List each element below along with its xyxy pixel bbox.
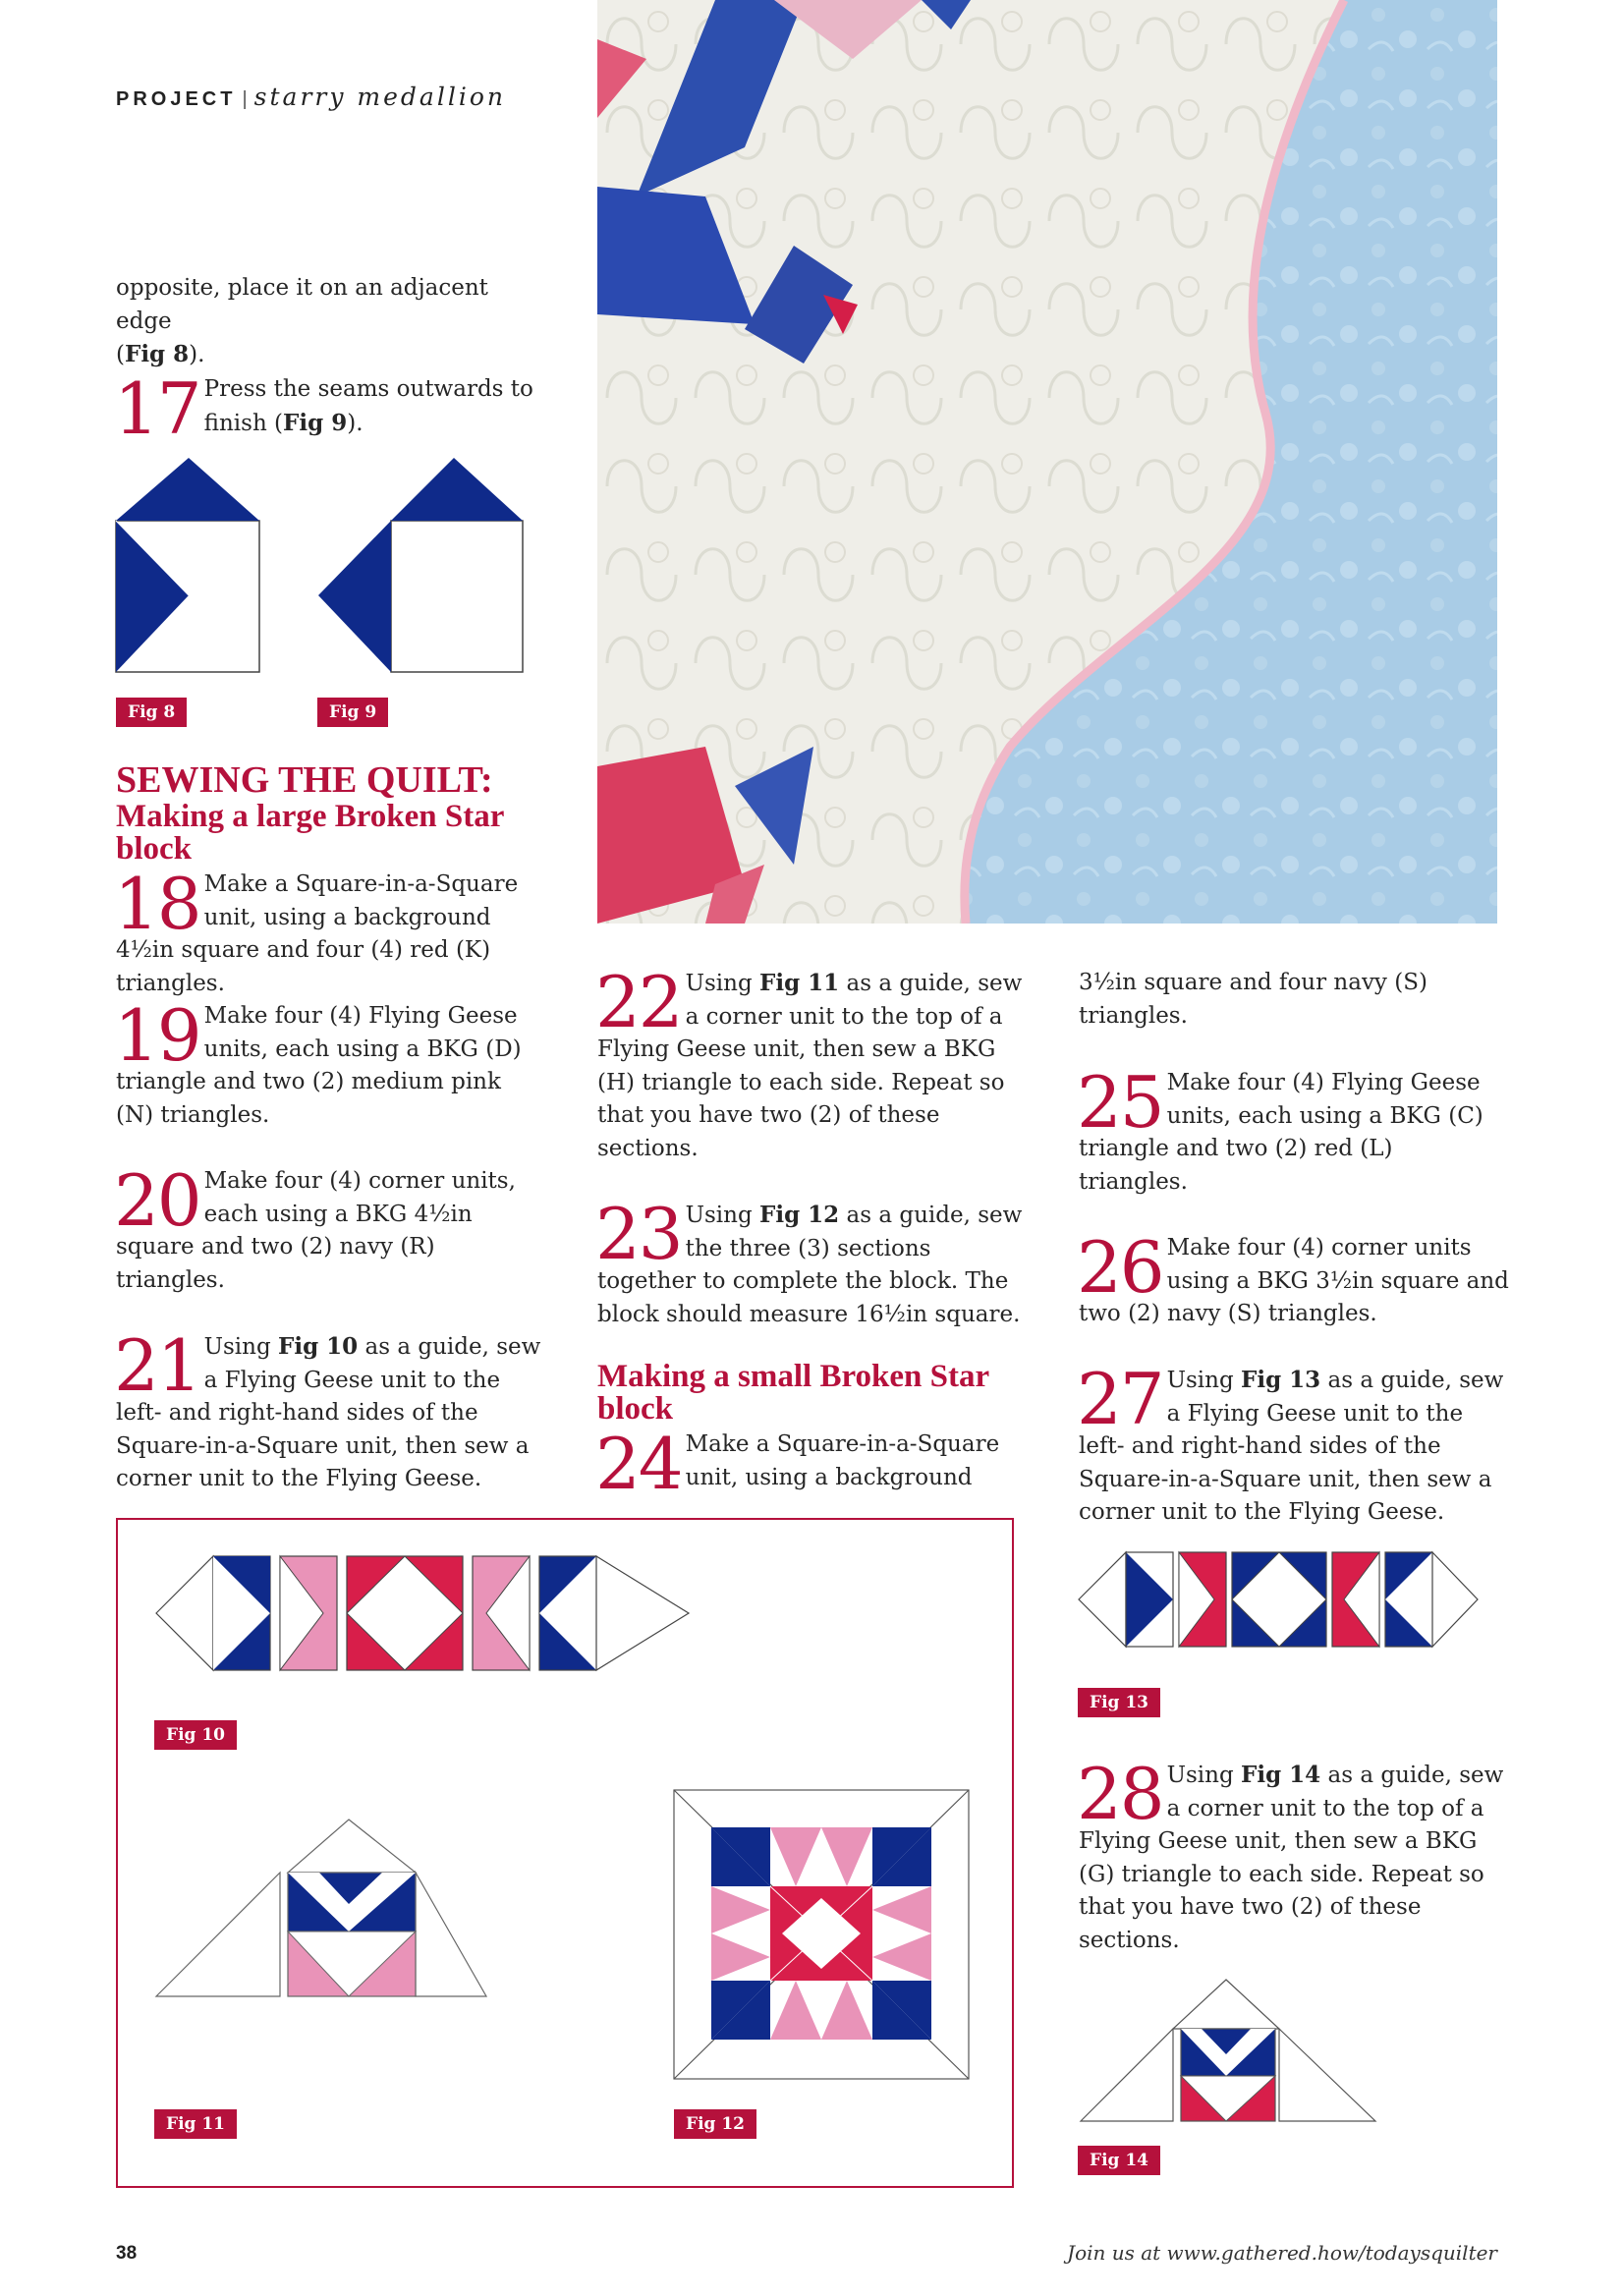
page-number: 38 <box>116 2243 138 2264</box>
step-26 <box>1077 1226 1509 1331</box>
step-number: 28 <box>1077 1753 1163 1835</box>
step-text: Make four (4) corner units, each using a BKG 4½in square and two (2) navy (R) triangles. <box>116 1168 516 1293</box>
step-pre: Using <box>685 1203 760 1228</box>
step-number: 18 <box>114 863 200 945</box>
intro-text-body: opposite, place it on an adjacent edge <box>116 275 488 334</box>
step-17 <box>114 367 546 450</box>
step-22 <box>595 961 1030 1165</box>
step-text: Make a Square-in-a-Square unit, using a background <box>685 1431 1000 1490</box>
step-pre: Using <box>685 971 760 996</box>
step-text: Make a Square-in-a-Square unit, using a background 4½in square and four (4) red (K) triangles. <box>116 871 519 996</box>
fig10-diagram <box>154 1554 691 1674</box>
fig9-label: Fig 9 <box>317 698 388 727</box>
fig14-label: Fig 14 <box>1078 2146 1160 2175</box>
fig-ref: Fig 9 <box>283 409 348 436</box>
step-pre: Using <box>1166 1763 1242 1788</box>
fig13-label: Fig 13 <box>1078 1688 1160 1717</box>
step-number: 17 <box>114 367 200 450</box>
footer-url[interactable]: Join us at www.gathered.how/todaysquilter <box>1067 2241 1497 2265</box>
fig12-label: Fig 12 <box>674 2109 756 2139</box>
section-heading: SEWING THE QUILT: <box>116 759 493 801</box>
fig-ref: Fig 10 <box>278 1333 359 1360</box>
fig-ref: Fig 11 <box>759 970 840 996</box>
step-text: as a guide, sew a Flying Geese unit to the left- and right-hand sides of the Square-in-a-Square unit, then sew a corner unit to the Flying Geese. <box>116 1334 541 1491</box>
step-number: 26 <box>1077 1226 1163 1309</box>
intro-fig-ref: Fig 8 <box>124 341 190 367</box>
step-18 <box>114 863 546 1000</box>
step-text: as a guide, sew a corner unit to the top of a Flying Geese unit, then sew a BKG (G) triangle to each side. Repeat so that you have two (2) of these sections. <box>1079 1763 1504 1953</box>
step-number: 20 <box>114 1159 200 1242</box>
small-block-heading: Making a small Broken Star block <box>597 1359 989 1427</box>
quilt-photo <box>597 0 1497 924</box>
step-number: 25 <box>1077 1061 1163 1144</box>
fig-ref: Fig 12 <box>759 1202 840 1228</box>
step-19 <box>114 994 538 1132</box>
step-28 <box>1077 1753 1509 1957</box>
step-number: 24 <box>595 1423 682 1505</box>
subsection-heading: Making a large Broken Star block <box>116 799 504 867</box>
running-header <box>116 83 506 111</box>
fig8-label: Fig 8 <box>116 698 187 727</box>
step-number: 27 <box>1077 1358 1163 1440</box>
step-tail: ). <box>347 410 364 436</box>
step-text: as a guide, sew the three (3) sections together to complete the block. The block should measure 16½in square. <box>597 1203 1023 1327</box>
fig9-diagram <box>316 458 527 680</box>
step-pre: Using <box>1166 1368 1242 1393</box>
step-text: Make four (4) Flying Geese units, each using a BKG (D) triangle and two (2) medium pink (N) triangles. <box>116 1003 522 1128</box>
fig11-diagram <box>154 1818 488 1998</box>
step-text: as a guide, sew a Flying Geese unit to the left- and right-hand sides of the Square-in-a-Square unit, then sew a corner unit to the Flying Geese. <box>1079 1368 1504 1525</box>
step-text: as a guide, sew a corner unit to the top of a Flying Geese unit, then sew a BKG (H) triangle to each side. Repeat so that you have two (2) of these sections. <box>597 971 1023 1161</box>
header-project: PROJECT <box>116 88 237 110</box>
step-number: 22 <box>595 961 682 1043</box>
step-text: Make four (4) corner units using a BKG 3½in square and two (2) navy (S) triangles. <box>1079 1235 1509 1326</box>
step-24 <box>595 1423 1010 1505</box>
step-number: 19 <box>114 994 200 1077</box>
step-number: 23 <box>595 1193 682 1275</box>
intro-text: opposite, place it on an adjacent edge (Fig 8). <box>116 275 488 367</box>
fig13-diagram <box>1077 1550 1480 1651</box>
step-text: Press the seams outwards to finish ( <box>203 376 533 436</box>
fig-ref: Fig 13 <box>1241 1367 1321 1393</box>
step-number: 21 <box>114 1324 200 1407</box>
step-25 <box>1077 1061 1491 1199</box>
step-21 <box>114 1324 546 1496</box>
step-text: Make four (4) Flying Geese units, each using a BKG (C) triangle and two (2) red (L) triangles. <box>1079 1070 1483 1195</box>
header-separator: | <box>242 88 249 110</box>
fig14-diagram <box>1079 1978 1377 2123</box>
fig8-diagram <box>110 458 267 680</box>
fig11-label: Fig 11 <box>154 2109 237 2139</box>
header-title: starry medallion <box>253 83 506 111</box>
fig12-diagram <box>672 1788 979 2083</box>
fig-ref: Fig 14 <box>1241 1762 1321 1788</box>
step-24-continued: 3½in square and four navy (S) triangles. <box>1079 970 1427 1029</box>
step-20 <box>114 1159 519 1297</box>
step-27 <box>1077 1358 1509 1530</box>
step-pre: Using <box>203 1334 279 1360</box>
fig10-label: Fig 10 <box>154 1720 237 1750</box>
step-23 <box>595 1193 1030 1331</box>
